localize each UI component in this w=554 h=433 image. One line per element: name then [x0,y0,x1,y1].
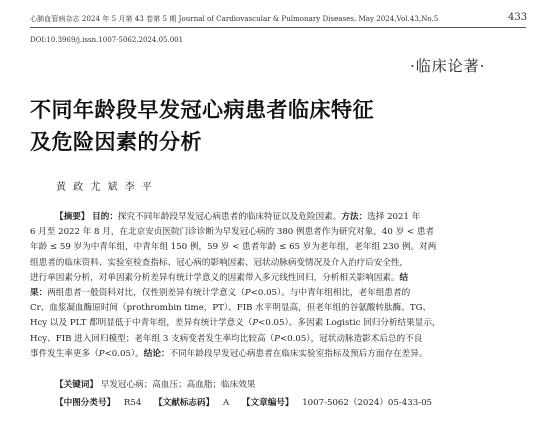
abstract-line [30,271,408,286]
doi: DOI:10.3969/j.issn.1007-5062.2024.05.001 [30,36,184,44]
abstract-line [30,332,422,347]
article-id-value: 1007-5062（2024）05-433-05 [302,398,433,408]
abstract-text: 6 月至 2022 年 8 月，在北京安贞医院门诊诊断为早发冠心病的 380 例患者作为研究对象，40 岁 < 患者 [30,227,435,238]
abstract-text: 方法： [341,212,368,222]
abstract-text: 选择 2021 年 [367,212,421,222]
abstract-text: P [252,318,259,329]
article-title-line1: 不同年龄段早发冠心病患者临床特征 [30,97,374,122]
journal-header: 心肺血管病杂志 2024 年 5 月第 43 卷第 5 期 Journal of Cardiovascular & Pulmonary Diseases, May 2024,Vol.43,No.5 [30,14,439,23]
abstract-text: 进行单因素分析，对单因素分析差异有统计学意义的因素带入多元线性回归，分析相关影响因素。 [30,272,400,283]
abstract-text: Hcy 以及 PLT 都明显低于中青年组，差异有统计学意义（ [30,318,253,329]
abstract-text: 【摘要】 [55,212,90,222]
abstract-text: 果： [30,288,48,298]
abstract-text: 两组患者一般资料对比，仅性别差异有统计学意义（ [47,288,245,298]
clc-label: 【中图分类号】 [55,398,116,408]
doc-code-label: 【文献标志码】 [154,398,215,408]
abstract-text: Cr、血浆凝血酶原时间（prothrombin time，PT）、FIB 水平明显高，但老年组的谷氨酸转肽酶、TG、 [30,303,432,314]
abstract-text: <0.05）。 [104,348,144,359]
abstract-text: P [244,288,251,298]
abstract-text: Hcy、FIB 进入回归模型；老年组 3 支病变者发生率均比较高（ [30,333,275,344]
keywords-text: 早发冠心病；高血压；高血脂；临床效果 [100,380,256,390]
section-label: ·临床论著· [410,57,486,75]
abstract-line [30,225,434,240]
abstract-line [30,240,436,255]
abstract-text: <0.05）。与中青年组相比，老年组患者的 [250,288,411,298]
abstract-text: 探究不同年龄段早发冠心病患者的临床特征以及危险因素。 [117,212,342,222]
abstract-line [30,256,408,271]
abstract-text: 事件发生率更多（ [30,348,99,359]
abstract-text: 年龄 ≤ 59 岁为中青年组，中青年组 150 例，59 岁 < 患者年龄 ≤ 65 岁为老年组，老年组 230 例。对两 [30,242,437,253]
article-id-label: 【文章编号】 [241,398,294,408]
keywords [55,378,255,393]
abstract-text: 不同年龄段早发冠心病患者在临床实验室指标及预后方面存在差异。 [169,348,428,359]
abstract-text: <0.05），冠状动脉造影术后总的不良 [279,333,423,344]
doc-code-value: A [222,398,230,408]
keywords-label: 【关键词】 [55,380,98,390]
authors: 黄 政 尤 斌 李 平 [56,182,154,193]
abstract-text: 目的： [92,212,118,222]
header-rule [30,27,526,28]
abstract-line [30,347,427,362]
article-title-line2: 及危险因素的分析 [30,129,202,154]
classification-line [55,396,432,411]
abstract-text: 组患者的临床资料、实验室检查指标、冠心病的影响因素、冠状动脉病变情况及介入治疗后安全性， [30,257,409,268]
abstract-text: 结 [399,272,409,283]
abstract-line [30,301,431,316]
abstract-line [55,210,420,225]
abstract-line [30,286,410,301]
abstract-text: P [274,333,280,344]
abstract-line [30,316,441,331]
clc-value: R54 [123,398,142,408]
abstract-text: P [98,348,105,359]
abstract-text: <0.05）。多因素 Logistic 回归分析结果显示， [258,318,441,329]
page-number: 433 [508,12,528,23]
abstract-text: 结论： [143,348,170,359]
